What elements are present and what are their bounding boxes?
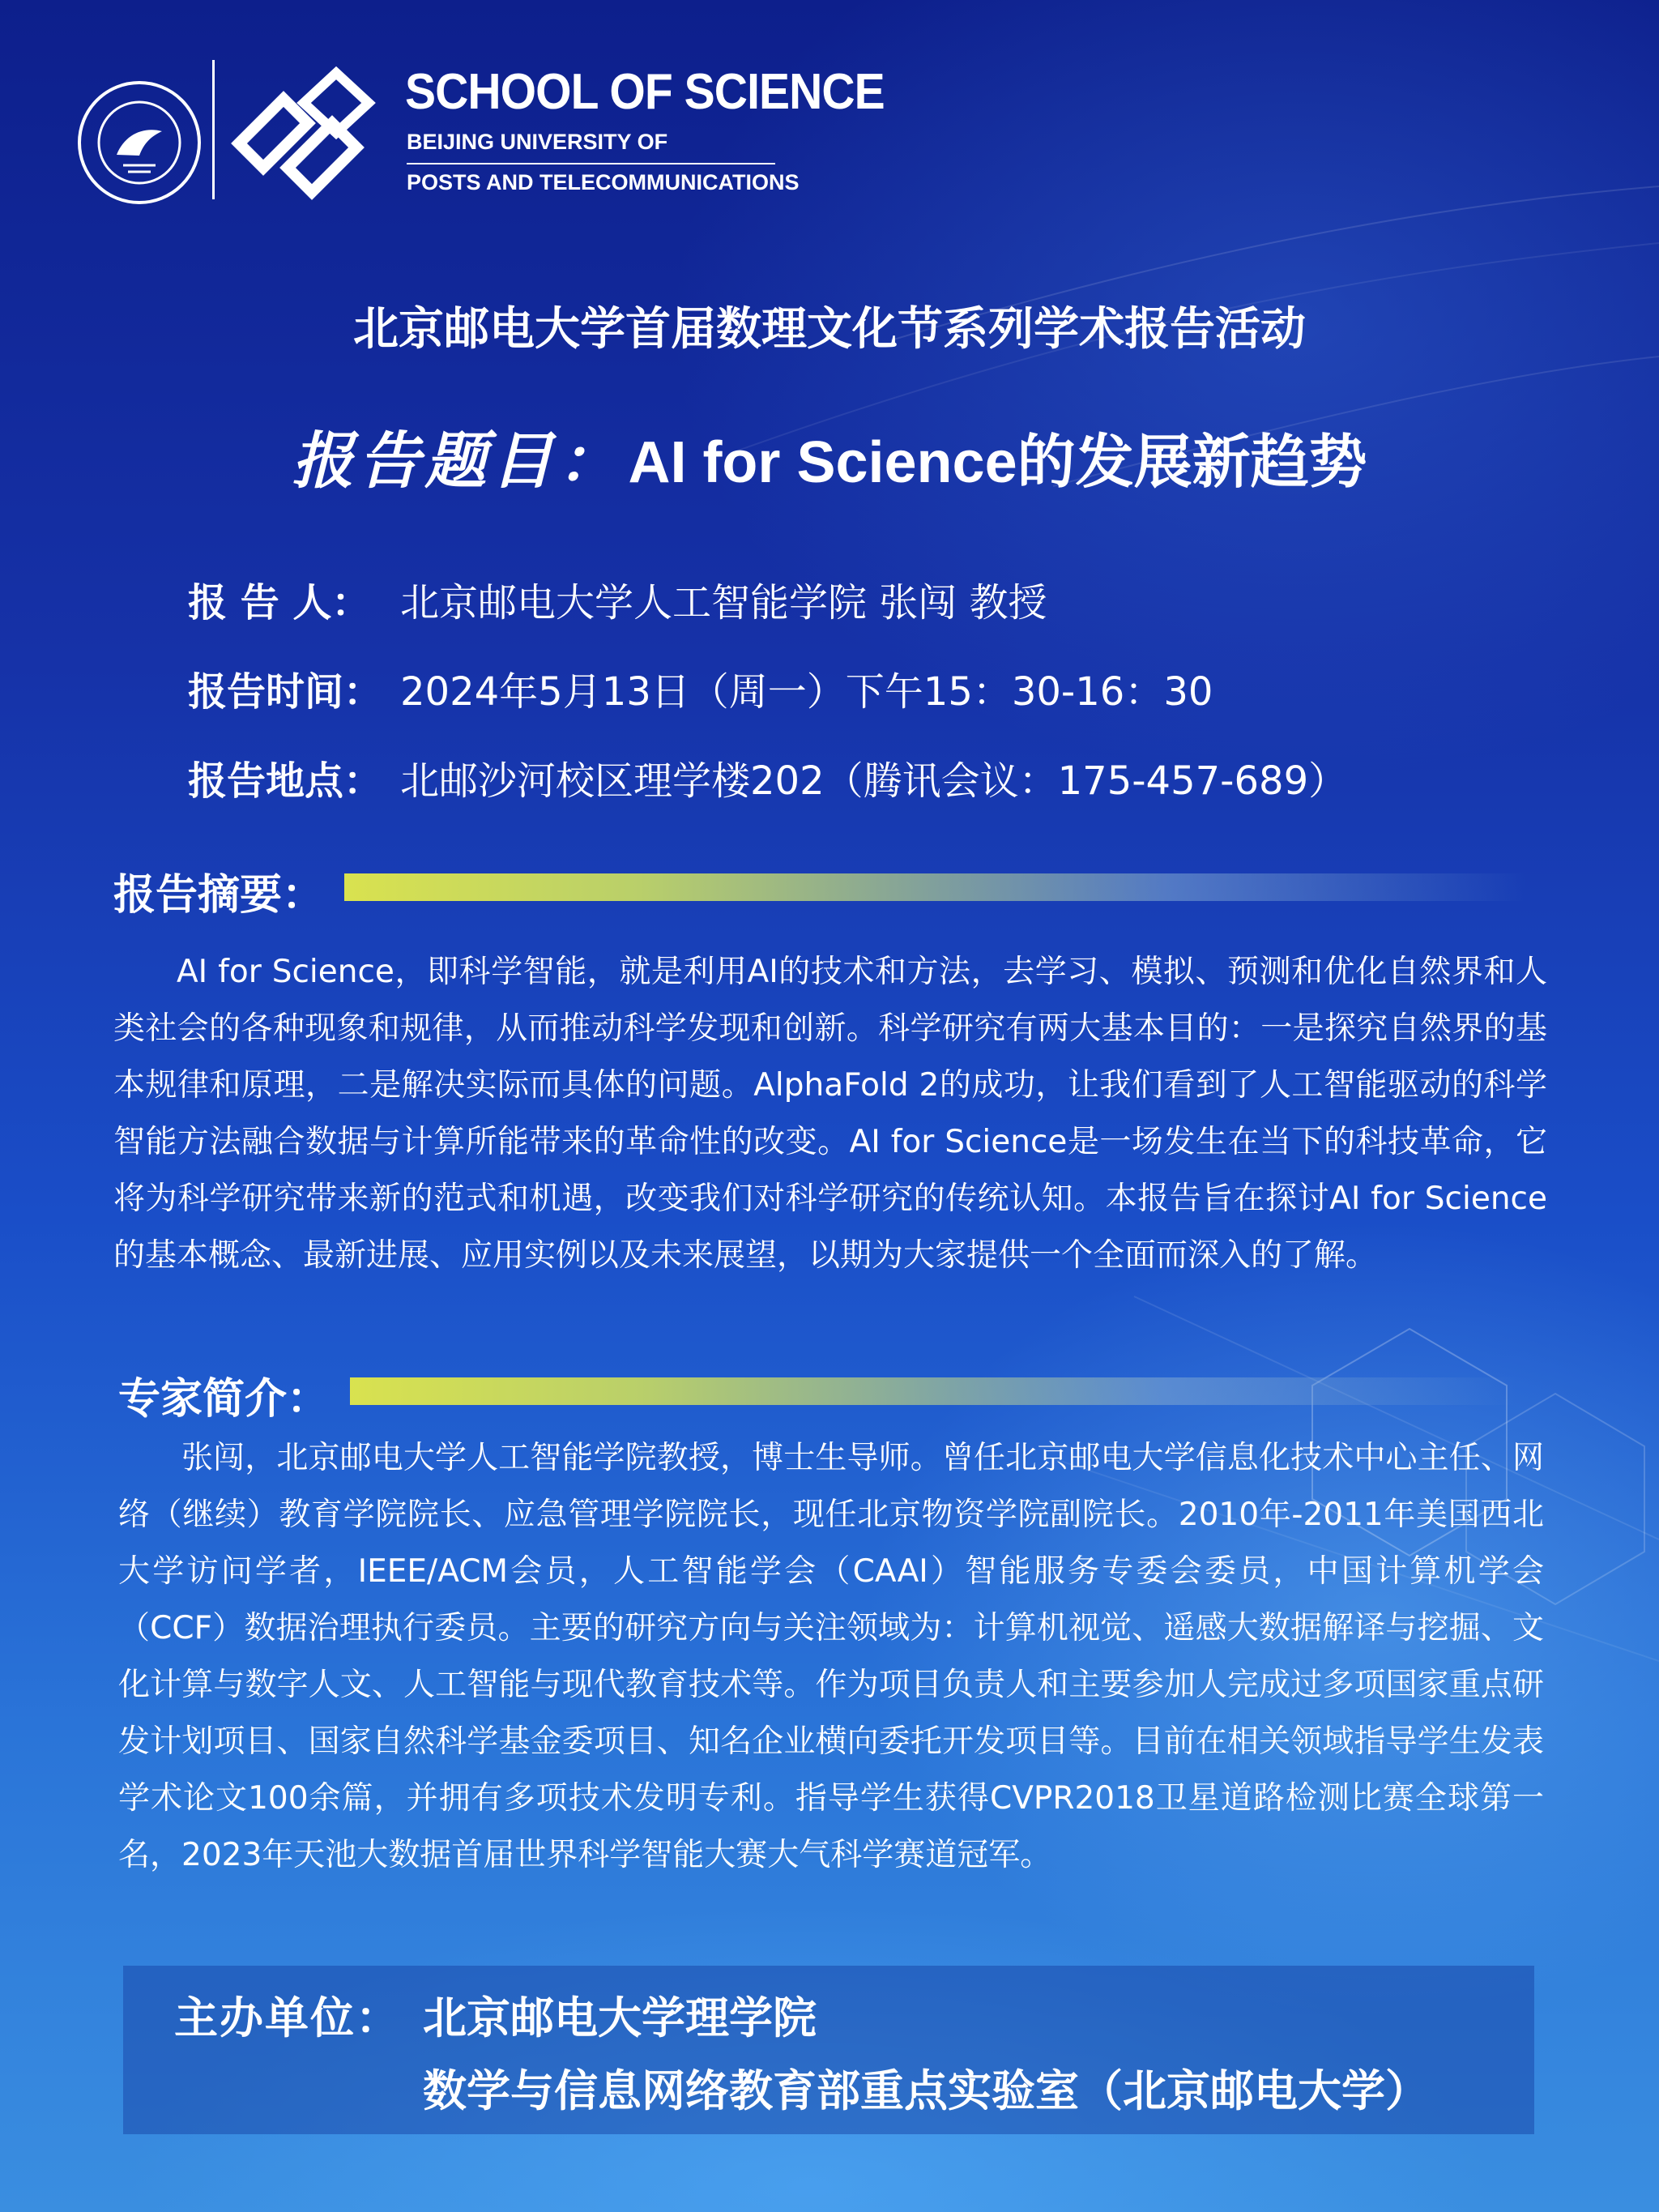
venue-value: 北邮沙河校区理学楼202（腾讯会议：175-457-689） bbox=[400, 758, 1348, 804]
speaker-line bbox=[188, 571, 1047, 627]
abstract-heading: 报告摘要： bbox=[113, 871, 325, 920]
host-organization-1: 北京邮电大学理学院 bbox=[423, 1992, 817, 2043]
venue-label: 报告地点： bbox=[188, 758, 383, 804]
host-label: 主办单位： bbox=[174, 1992, 401, 2043]
venue-line bbox=[188, 749, 1347, 805]
school-name: SCHOOL OF SCIENCE bbox=[405, 64, 885, 120]
speaker-value: 北京邮电大学人工智能学院 张闯 教授 bbox=[400, 580, 1047, 626]
university-name-line1: BEIJING UNIVERSITY OF bbox=[407, 130, 668, 154]
report-title-label: 报告题目： bbox=[292, 425, 625, 497]
bio-heading: 专家简介： bbox=[118, 1375, 330, 1424]
report-title: AI for Science的发展新趋势 bbox=[628, 430, 1367, 495]
time-value: 2024年5月13日（周一）下午15：30-16：30 bbox=[400, 669, 1213, 715]
abstract-heading-bar bbox=[344, 873, 1527, 901]
university-seal-logo bbox=[75, 78, 204, 207]
event-series-title: 北京邮电大学首届数理文化节系列学术报告活动 bbox=[353, 303, 1306, 356]
time-line bbox=[188, 660, 1213, 716]
time-label: 报告时间： bbox=[188, 669, 383, 715]
speaker-label: 报 告 人： bbox=[188, 580, 371, 626]
university-name-rule bbox=[407, 163, 775, 164]
university-name-line2: POSTS AND TELECOMMUNICATIONS bbox=[407, 170, 800, 194]
host-organization-2: 数学与信息网络教育部重点实验室（北京邮电大学） bbox=[423, 2065, 1429, 2116]
report-title-row bbox=[0, 412, 1659, 500]
abstract-text: AI for Science，即科学智能，就是利用AI的技术和方法，去学习、模拟、预测和优化自然界和人类社会的各种现象和规律，从而推动科学发现和创新。科学研究有两大基本目的：一是探究自然界的基本规律和原理，二是解决实际而具体的问题。AlphaFold 2的成功，让我们看到了人工智能驱动的科学智能方法融合数据与计算所能带来的革命性的改变。AI for Science是一场发生在当下的科技革命，它将为科学研究带来新的范式和机遇，改变我们对科学研究的传统认知。本报告旨在探讨AI for Science的基本概念、最新进展、应用实例以及未来展望，以期为大家提供一个全面而深入的了解。 bbox=[113, 954, 1547, 1274]
logo-divider bbox=[212, 60, 215, 199]
bio-text: 张闯，北京邮电大学人工智能学院教授，博士生导师。曾任北京邮电大学信息化技术中心主任、网络（继续）教育学院院长、应急管理学院院长，现任北京物资学院副院长。2010年-2011年美国西北大学访问学者，IEEE/ACM会员，人工智能学会（CAAI）智能服务专委会委员，中国计算机学会（CCF）数据治理执行委员。主要的研究方向与关注领域为：计算机视觉、遥感大数据解译与挖掘、文化计算与数字人文、人工智能与现代教育技术等。作为项目负责人和主要参加人完成过多项国家重点研发计划项目、国家自然科学基金委项目、知名企业横向委托开发项目等。目前在相关领域指导学生发表学术论文100余篇，并拥有多项技术发明专利。指导学生获得CVPR2018卫星道路检测比赛全球第一名，2023年天池大数据首届世界科学智能大赛大气科学赛道冠军。 bbox=[118, 1440, 1544, 1873]
school-of-science-logo-mark bbox=[231, 66, 381, 200]
bio-heading-bar bbox=[350, 1377, 1516, 1405]
